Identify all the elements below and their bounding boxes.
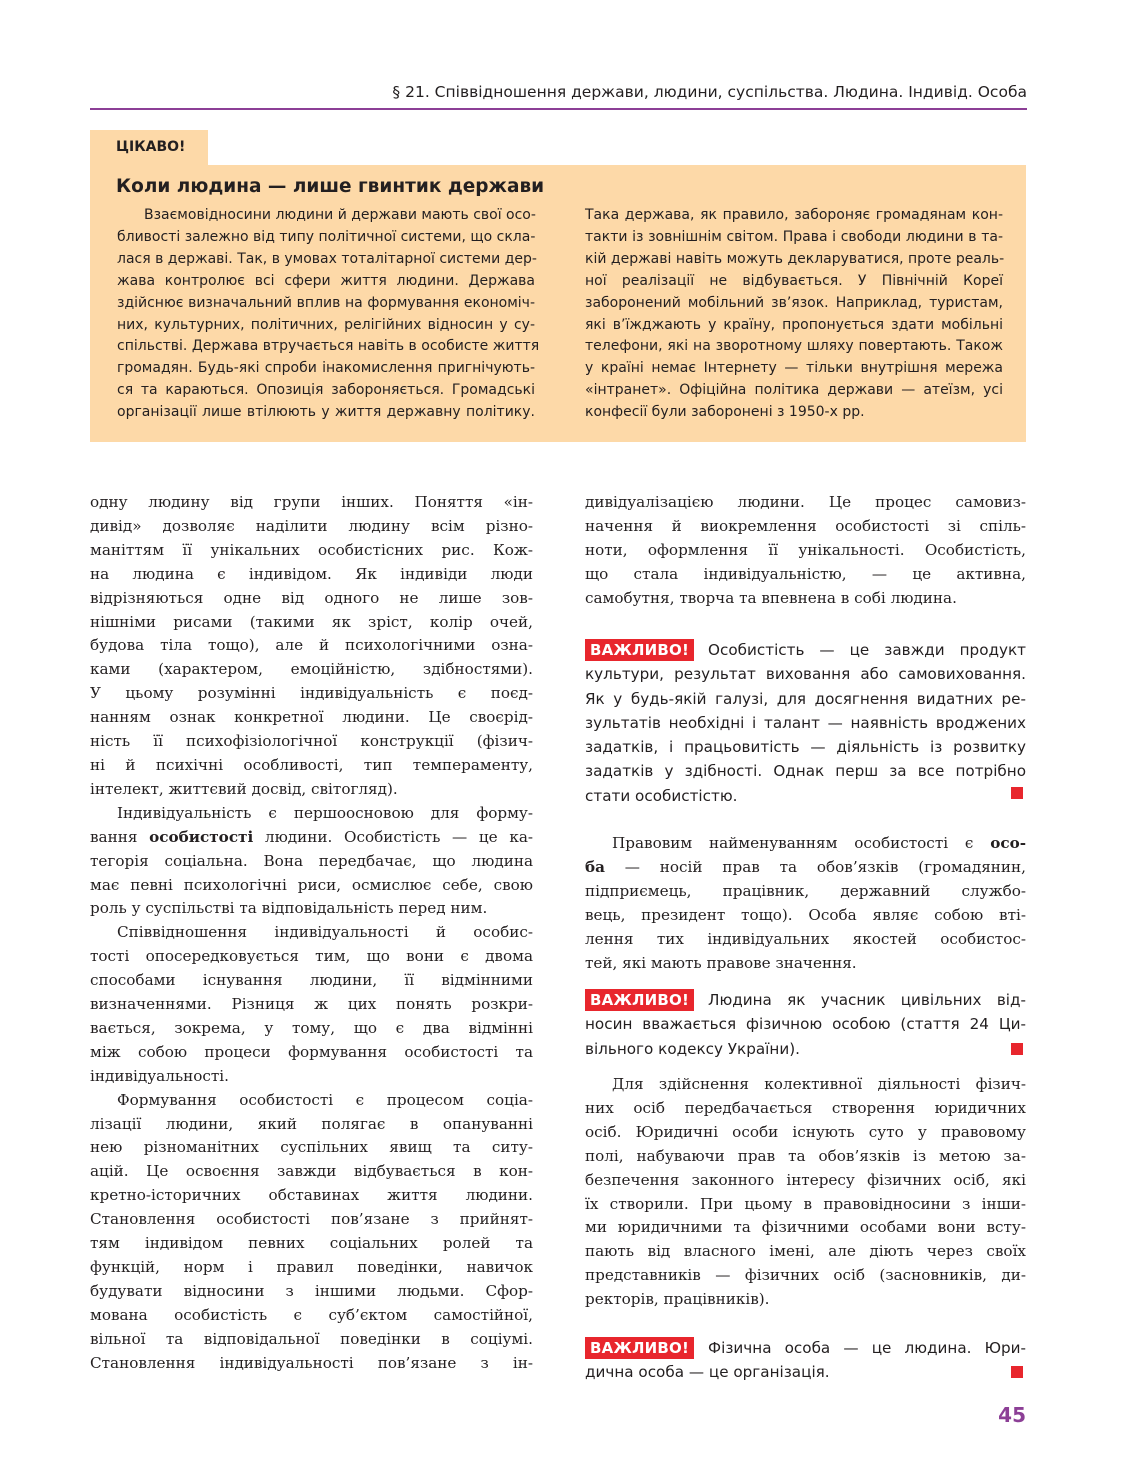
page-number: 45: [998, 1403, 1026, 1427]
text-line: роль у суспільстві та відповідальність перед ним.: [90, 899, 488, 918]
text-line: Формування особистості є процесом соціа-: [117, 1090, 533, 1109]
box-line: громадян. Будь-які спроби інакомислення пригнічують-: [117, 360, 535, 377]
text-line: на людина є індивідом. Як індивіди люди: [90, 564, 533, 583]
box-line: здійснює визначальний вплив на формування економіч-: [117, 294, 535, 311]
interesting-box-title: Коли людина — лише гвинтик держави: [116, 176, 545, 197]
text-line: маніттям її унікальних особистісних рис. Кож-: [90, 540, 533, 559]
text-fragment: Фізична особа — це людина. Юри-: [708, 1339, 1026, 1357]
right-text-legal: [585, 1073, 1026, 1312]
text-line: Індивідуальність є першоосновою для форму-: [117, 803, 533, 822]
box-line: ся та караються. Опозиція забороняється. Громадські: [117, 382, 535, 399]
text-line: нею різноманітних суспільних явищ та ситу-: [90, 1138, 533, 1157]
text-line: тям індивідом певних соціальних ролей та: [90, 1234, 533, 1253]
important-note-1: [585, 638, 1026, 808]
text-line: ацій. Це освоєння завжди відбувається в кон-: [90, 1162, 533, 1181]
left-text-column: [90, 491, 533, 1376]
text-fragment: Особистість — це завжди продукт: [708, 641, 1026, 659]
text-line: вільної та відповідальної поведінки в соціумі.: [90, 1329, 533, 1348]
text-line: вільного кодексу України).: [585, 1039, 800, 1058]
text-line: підприємець, працівник, державний службо-: [585, 881, 1026, 900]
text-line: ність її психофізіологічної конструкції (фізич-: [90, 732, 533, 751]
text-line: вається, зокрема, у тому, що є два відмінні: [90, 1018, 533, 1037]
text-line-with-term: [585, 832, 1026, 856]
text-line: полі, набуваючи прав та обов’язків із метою за-: [585, 1146, 1026, 1165]
text-line: самобутня, творча та впевнена в собі людина.: [585, 588, 957, 607]
box-line: які в’їжджають у країну, пропонується здати мобільні: [585, 316, 1003, 333]
box-line: кій державі навіть можуть декларуватися, проте реаль-: [585, 250, 1005, 267]
text-line: способами існування людини, її відмінними: [90, 971, 533, 990]
text-fragment: людини. Особистість — це ка-: [253, 827, 534, 846]
text-line: що стала індивідуальністю, — це активна,: [585, 564, 1026, 583]
text-fragment: вання: [90, 827, 138, 846]
text-line: Для здійснення колективної діяльності фізич-: [612, 1075, 1026, 1093]
important-first-line: [585, 638, 1026, 662]
text-line: носин вважається фізичною особою (стаття 24 Ци-: [585, 1015, 1026, 1034]
important-first-line: [585, 1336, 1026, 1360]
box-line: лася в державі. Так, в умовах тоталітарної системи дер-: [117, 250, 537, 267]
text-line: їх створили. При цьому в правовідносини з інши-: [585, 1194, 1026, 1213]
box-line: «інтранет». Офіційна політика держави — атеїзм, усі: [585, 382, 1003, 399]
text-line: тей, які мають правове значення.: [585, 953, 857, 972]
text-line: ректорів, працівників).: [585, 1290, 770, 1309]
important-badge: ВАЖЛИВО!: [585, 1337, 694, 1359]
text-line: У цьому розумінні індивідуальність є поєд-: [90, 684, 533, 703]
box-line: у країні немає Інтернету — тільки внутрішня мережа: [585, 360, 1003, 377]
box-line: Взаємовідносини людини й держави мають свої осо-: [144, 207, 536, 223]
interesting-tab-label: ЦІКАВО!: [90, 130, 208, 165]
text-line: будувати відносини з іншими людьми. Сфор-: [90, 1281, 533, 1300]
text-line: будова тіла тощо), але й психологічними озна-: [90, 636, 533, 655]
important-badge: ВАЖЛИВО!: [585, 639, 694, 661]
text-fragment: Правовим найменуванням особистості є: [612, 834, 974, 852]
box-line: спільстві. Держава втручається навіть в особисте життя: [117, 338, 540, 355]
box-line: бливості залежно від типу політичної системи, що скла-: [117, 228, 536, 245]
text-line: лення тих індивідуальних якостей особистос-: [585, 929, 1026, 948]
text-line: стати особистістю.: [585, 786, 738, 805]
end-mark-square: [1011, 787, 1023, 799]
text-line: відрізняються одне від одного не лише зов-: [90, 588, 533, 607]
text-line: них осіб передбачається створення юридичних: [585, 1098, 1026, 1117]
right-text-intro: [585, 491, 1026, 611]
text-line: представників — фізичних осіб (засновників, ди-: [585, 1266, 1026, 1285]
text-line: визначеннями. Різниця ж цих понять розкри-: [90, 995, 533, 1014]
end-mark-square: [1011, 1366, 1023, 1378]
text-line: тегорія соціальна. Вона передбачає, що людина: [90, 851, 533, 870]
text-fragment: Людина як учасник цивільних від-: [708, 991, 1026, 1009]
text-line: вець, президент тощо). Особа являє собою вті-: [585, 905, 1026, 924]
text-line: задатків у здібності. Однак перш за все потрібно: [585, 762, 1026, 781]
text-fragment: — носій прав та обов’язків (громадянин,: [604, 857, 1026, 876]
text-line: мована особистість є суб’єктом самостійної,: [90, 1305, 533, 1324]
text-line: пають від власного імені, але діють через своїх: [585, 1242, 1026, 1261]
text-line: дивідуалізацією людини. Це процес самовиз-: [585, 493, 1026, 511]
text-line: має певні психологічні риси, осмислює себе, свою: [90, 875, 533, 894]
text-line: нішніми рисами (такими як зріст, колір очей,: [90, 612, 533, 631]
box-line: Така держава, як правило, забороняє громадянам кон-: [585, 207, 1003, 223]
text-line: одну людину від групи інших. Поняття «ін-: [90, 493, 533, 511]
text-line: Становлення індивідуальності пов’язане з ін-: [90, 1353, 533, 1372]
text-line: між собою процеси формування особистості та: [90, 1042, 533, 1061]
running-header: § 21. Співвідношення держави, людини, суспільства. Людина. Індивід. Особа: [392, 83, 1027, 101]
text-line: тості опосередковується тим, що вони є двома: [90, 947, 533, 966]
text-line: функцій, норм і правил поведінки, навичок: [90, 1258, 533, 1276]
text-line-with-term: [90, 826, 533, 850]
text-line: осіб. Юридичні особи існують суто у правовому: [585, 1122, 1026, 1141]
box-line: телефони, які на зворотному шляху повертають. Також: [585, 338, 1003, 355]
text-line-with-term: [585, 856, 1026, 880]
interesting-box-left-column: [117, 205, 540, 424]
text-line: дивід» дозволяє наділити людину всім різно-: [90, 516, 533, 535]
box-line: ної реалізації не відбувається. У Північній Кореї: [585, 272, 1003, 289]
text-line: ми юридичними та фізичними особами вони всту-: [585, 1218, 1026, 1237]
term-personality: особистості: [149, 827, 254, 846]
text-line: ками (характером, емоційністю, здібностями).: [90, 660, 533, 679]
text-line: начення й виокремлення особистості зі спіль-: [585, 516, 1026, 535]
text-line: культури, результат виховання або самовиховання.: [585, 665, 1026, 684]
box-line: конфесії були заборонені з 1950-х рр.: [585, 404, 865, 421]
end-mark-square: [1011, 1043, 1023, 1055]
box-line: жава контролює всі сфери життя людини. Держава: [117, 272, 535, 289]
term-person-end: ба: [585, 857, 605, 876]
important-note-2: [585, 988, 1026, 1061]
text-line: ні й психічні особливості, тип темпераменту,: [90, 755, 533, 774]
text-line: задатків, і працьовитість — діяльність із розвитку: [585, 738, 1026, 757]
text-line: індивідуальності.: [90, 1066, 229, 1085]
box-line: заборонений мобільний зв’язок. Наприклад, туристам,: [585, 294, 1003, 311]
text-line: ноти, оформлення її унікальності. Особистість,: [585, 540, 1026, 559]
text-line: дична особа — це організація.: [585, 1363, 830, 1382]
box-line: них, культурних, політичних, релігійних відносин у су-: [117, 316, 535, 333]
important-note-3: [585, 1336, 1026, 1385]
text-line: Становлення особистості пов’язане з прийнят-: [90, 1210, 533, 1229]
text-line: інтелект, життєвий досвід, світогляд).: [90, 779, 398, 798]
text-line: безпечення законного інтересу фізичних осіб, які: [585, 1170, 1026, 1189]
text-line: зультатів необхідні і талант — наявність вроджених: [585, 713, 1026, 732]
header-rule: [90, 108, 1027, 110]
important-badge: ВАЖЛИВО!: [585, 989, 694, 1011]
box-line: такти із зовнішнім світом. Права і свободи людини в та-: [585, 228, 1003, 245]
right-text-person: [585, 832, 1026, 975]
interesting-box-right-column: [585, 205, 1003, 424]
term-person: осо-: [990, 834, 1026, 852]
text-line: кретно-історичних обставинах життя людини.: [90, 1186, 533, 1205]
text-line: Як у будь-якій галузі, для досягнення видатних ре-: [585, 689, 1026, 708]
text-line: Співвідношення індивідуальності й особис-: [117, 923, 533, 942]
text-line: нанням ознак конкретної людини. Це своєрід-: [90, 708, 533, 727]
box-line: організації лише втілюють у життя державну політику.: [117, 404, 535, 421]
important-first-line: [585, 988, 1026, 1012]
text-line: лізації людини, який полягає в опануванні: [90, 1114, 533, 1133]
